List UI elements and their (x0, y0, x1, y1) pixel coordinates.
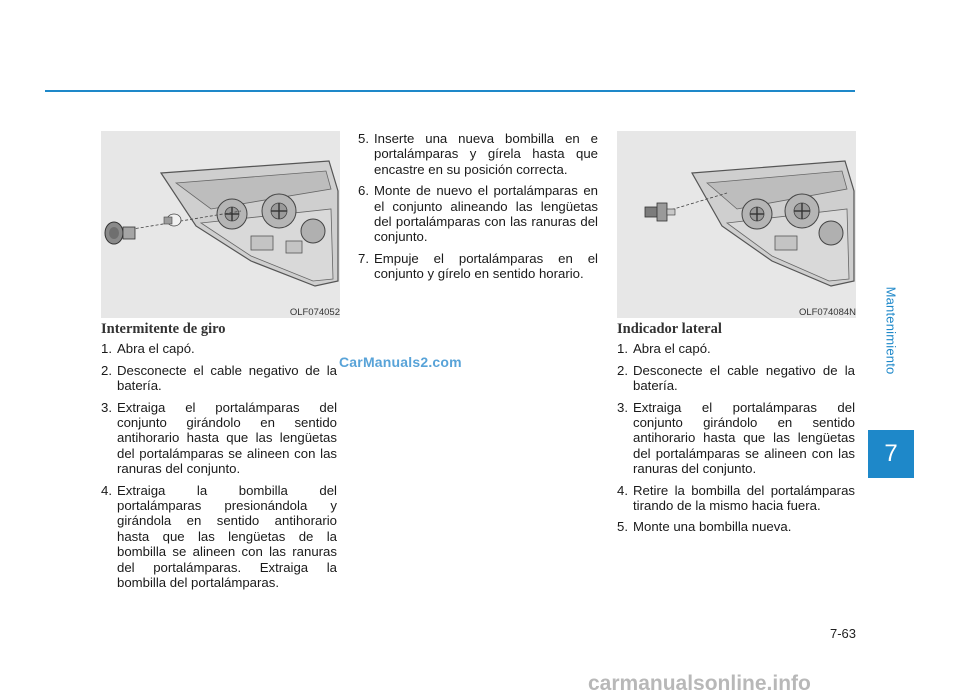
list-item (617, 519, 855, 534)
step-text: Abra el capó. (117, 341, 195, 357)
section-title: Intermitente de giro (101, 321, 226, 337)
chapter-tab: 7 (868, 430, 914, 478)
step-number: 5. (617, 519, 628, 535)
step-number: 6. (358, 183, 369, 199)
step-number: 4. (101, 482, 112, 498)
list-item (617, 341, 855, 356)
turn-signal-section-continued (358, 131, 598, 288)
steps-list (101, 341, 337, 590)
step-text: Monte de nuevo el portalámparas en el conjunto alineando las lengüetas del portalámparas con las ranuras del conjunto. (374, 183, 598, 245)
step-number: 2. (101, 362, 112, 378)
step-text: Extraiga el portalámparas del conjunto girándolo en sentido antihorario hasta que las lengüetas del portalámparas se alineen con las ranuras del conjunto. (633, 399, 855, 477)
step-text: Desconecte el cable negativo de la batería. (633, 362, 855, 394)
step-text: Desconecte el cable negativo de la batería. (117, 362, 337, 394)
side-marker-section (617, 322, 855, 541)
step-number: 5. (358, 131, 369, 146)
list-item (101, 400, 337, 477)
page-number: 7-63 (829, 626, 856, 641)
turn-signal-section (101, 322, 337, 597)
step-number: 7. (358, 250, 369, 266)
step-text: Retire la bombilla del portalámparas tirando de la mismo hacia fuera. (633, 482, 855, 514)
list-item (617, 483, 855, 514)
list-item (617, 363, 855, 394)
step-number: 2. (617, 362, 628, 378)
step-number: 3. (101, 399, 112, 415)
step-text: Empuje el portalámparas en el conjunto y gírelo en sentido horario. (374, 250, 598, 282)
figure-code-left: OLF074052 (289, 307, 340, 318)
step-text: Abra el capó. (633, 341, 711, 357)
footer-watermark: carmanualsonline.info (588, 672, 811, 695)
headlamp-illustration (617, 131, 856, 318)
list-item (358, 131, 598, 177)
step-text: Monte una bombilla nueva. (633, 519, 792, 535)
step-number: 3. (617, 399, 628, 415)
step-text: Inserte una nueva bombilla en e portalámparas y gírela hasta que encastre en su posición correcta. (374, 131, 598, 177)
side-marker-figure (617, 131, 856, 318)
step-number: 4. (617, 482, 628, 498)
turn-signal-figure (101, 131, 340, 318)
step-text: Extraiga el portalámparas del conjunto girándolo en sentido antihorario hasta que las lengüetas del portalámparas se alineen con las ranuras del conjunto. (117, 399, 337, 477)
section-side-label: Mantenimiento (883, 286, 899, 374)
step-number: 1. (101, 341, 112, 357)
list-item (358, 183, 598, 245)
list-item (101, 363, 337, 394)
headlamp-illustration (101, 131, 340, 318)
steps-list (617, 341, 855, 534)
list-item (101, 483, 337, 591)
site-watermark[interactable]: CarManuals2.com (339, 354, 462, 370)
step-text: Extraiga la bombilla del portalámparas presionándola y girándola en sentido antihorario hasta que las lengüetas de la bombilla se alineen con las ranuras del portalámparas. Extraiga la bombilla del portalámparas. (117, 482, 337, 591)
section-title: Indicador lateral (617, 321, 722, 337)
step-number: 1. (617, 341, 628, 357)
figure-code-right: OLF074084N (798, 307, 856, 318)
list-item (358, 251, 598, 282)
list-item (101, 341, 337, 356)
header-rule (45, 90, 855, 92)
list-item (617, 400, 855, 477)
steps-list (358, 131, 598, 282)
